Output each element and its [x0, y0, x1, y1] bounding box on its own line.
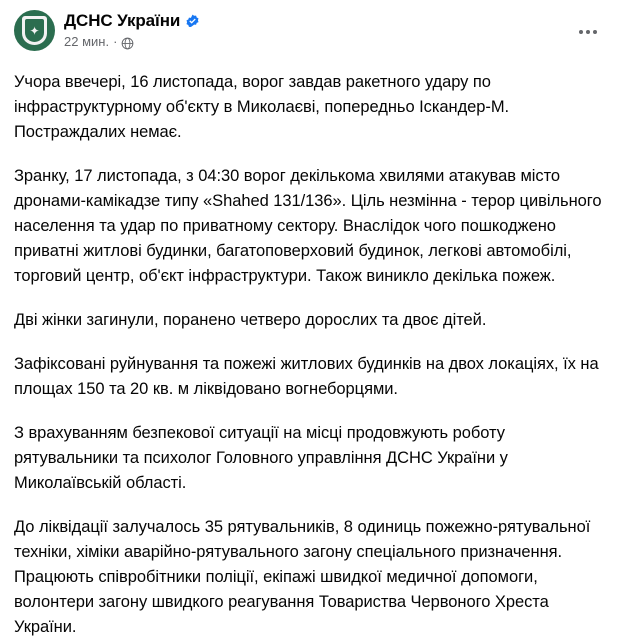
post-paragraph: Зафіксовані руйнування та пожежі житлових будинків на двох локаціях, їх на площах 150 та 20 кв. м ліквідовано вогнеборцями.: [14, 355, 599, 398]
post-header: [14, 10, 606, 56]
star-icon: ✦: [29, 23, 40, 38]
author-name[interactable]: ДСНС України: [64, 11, 181, 30]
ellipsis-icon: [579, 30, 597, 34]
post-text: [14, 70, 606, 640]
post-header-text: [64, 10, 200, 50]
post-timestamp[interactable]: 22 мин.: [64, 34, 110, 49]
globe-icon[interactable]: [121, 37, 134, 50]
post-menu-icon[interactable]: [572, 16, 604, 48]
post-paragraph: Учора ввечері, 16 листопада, ворог завдав ракетного удару по інфраструктурному об'єкту в Миколаєві, попередньо Іскандер-М. Постраждалих немає.: [14, 73, 510, 141]
author-row: [64, 11, 200, 31]
dsns-shield-emblem: [22, 16, 47, 45]
verified-badge-icon: [185, 14, 200, 29]
post-paragraph: З врахуванням безпекової ситуації на місці продовжують роботу рятувальники та психолог Головного управління ДСНС України у Миколаївській області.: [14, 424, 508, 492]
post-paragraph: До ліквідації залучалось 35 рятувальників, 8 одиниць пожежно-рятувальної техніки, хіміки аварійно-рятувального загону спеціального призначення. Працюють співробітники поліції, екіпажі швидкої медичної допомоги, волонтери загону швидкого реагування Товариства Червоного Хреста України.: [14, 518, 591, 636]
post-meta: [64, 34, 200, 50]
meta-separator: ·: [113, 34, 118, 49]
post-paragraph: Дві жінки загинули, поранено четверо дорослих та двоє дітей.: [14, 311, 487, 329]
avatar[interactable]: [14, 10, 55, 51]
post-paragraph: Зранку, 17 листопада, з 04:30 ворог декількома хвилями атакував місто дронами-камікадзе типу «Shahed 131/136». Ціль незмінна - терор цивільного населення та удар по приватному сектору. Внаслідок чого пошкоджено приватні житлові будинки, багатоповерховий будинок, легкові автомобілі, торговий центр, об'єкт інфраструктури. Також виникло декілька пожеж.: [14, 167, 602, 285]
